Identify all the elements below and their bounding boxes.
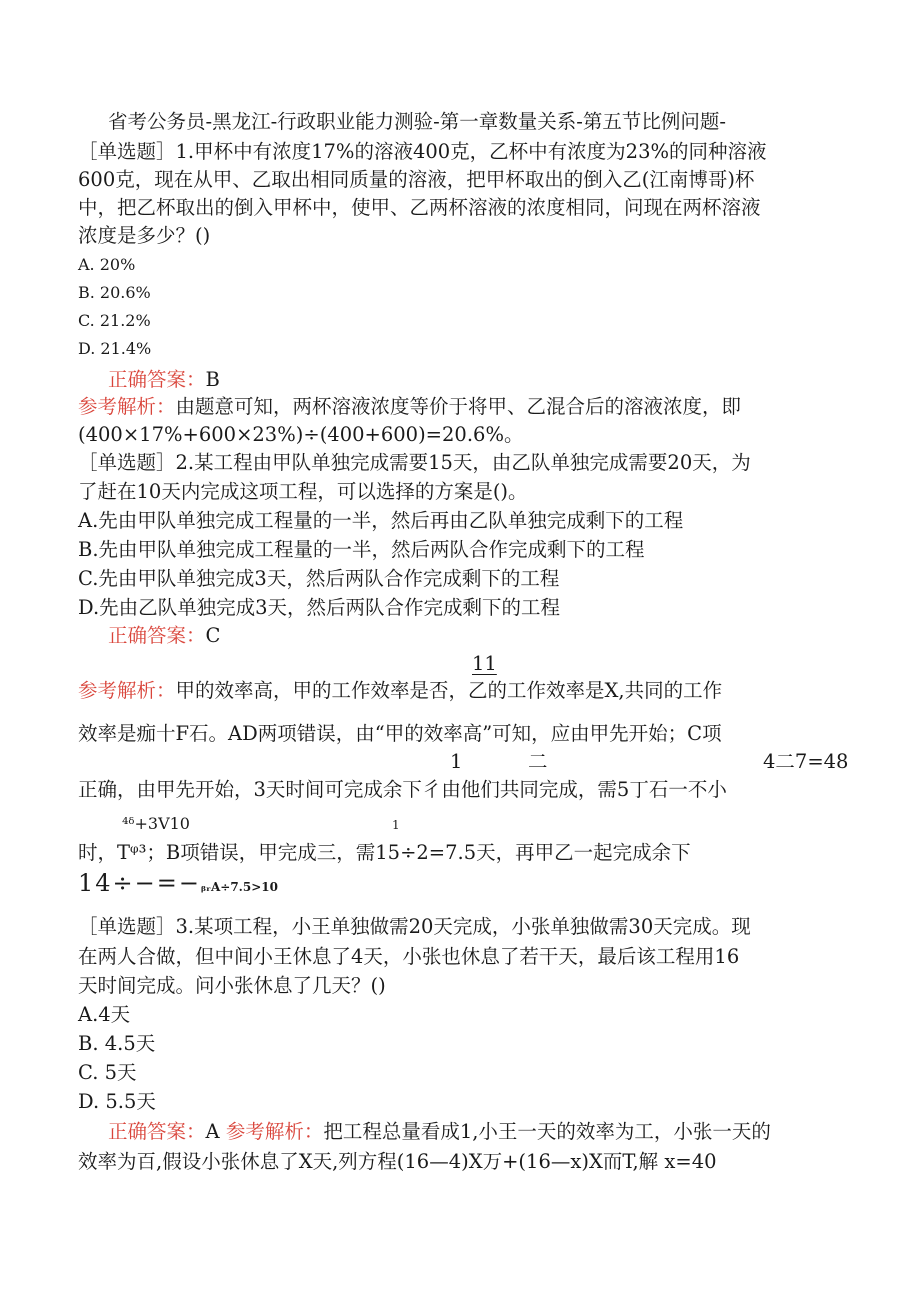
analysis-text: 把工程总量看成1,小王一天的效率为工，小张一天的 [323, 1120, 771, 1143]
option-a: A.4天 [78, 1003, 131, 1026]
option-b: B.先由甲队单独完成工程量的一半，然后两队合作完成剩下的工程 [78, 538, 645, 561]
analysis-label: 参考解析： [225, 1120, 324, 1143]
answer-label: 正确答案： [108, 624, 206, 647]
fraction-numerator: 11 [472, 652, 497, 675]
question-stem-line: 中，把乙杯取出的倒入甲杯中，使甲、乙两杯溶液的浓度相同，问现在两杯溶液 [78, 196, 761, 219]
formula-main: 14÷−=− [78, 869, 201, 897]
answer-value: B [205, 368, 220, 391]
formula-tail: ᵦᵣA÷7.5>10 [200, 880, 278, 894]
answer-line [108, 366, 220, 393]
question-stem-line: ［单选题］1.甲杯中有浓度17%的溶液400克，乙杯中有浓度为23%的同种溶液 [78, 140, 767, 163]
formula-fragment: 二 [528, 750, 548, 773]
option-a: A.先由甲队单独完成工程量的一半，然后再由乙队单独完成剩下的工程 [78, 509, 684, 532]
question-stem-line: 了赶在10天内完成这项工程，可以选择的方案是()。 [78, 480, 528, 503]
question-stem-line: 在两人合做，但中间小王休息了4天，小张也休息了若干天，最后该工程用16 [78, 945, 740, 968]
answer-value: A [205, 1120, 220, 1143]
analysis-text: 由题意可知，两杯溶液浓度等价于将甲、乙混合后的溶液浓度，即 [175, 395, 742, 418]
analysis-text: 甲的效率高，甲的工作效率是否，乙的工作效率是X,共同的工作 [175, 679, 723, 702]
option-a: A. 20% [78, 255, 136, 274]
option-d: D. 21.4% [78, 339, 152, 358]
question-stem-line: 天时间完成。问小张休息了几天？() [78, 974, 386, 997]
answer-line [108, 622, 220, 649]
question-stem-line: 600克，现在从甲、乙取出相同质量的溶液，把甲杯取出的倒入乙(江南博哥)杯 [78, 168, 755, 191]
formula-fragment: 1 [392, 818, 400, 832]
option-c: C. 5天 [78, 1061, 137, 1084]
question-stem-line: ［单选题］3.某项工程，小王单独做需20天完成，小张单独做需30天完成。现 [78, 915, 751, 938]
option-d: D.先由乙队单独完成3天，然后两队合作完成剩下的工程 [78, 596, 561, 619]
answer-line [108, 1118, 771, 1145]
formula-fragment: ⁴ᵟ+3V10 [122, 814, 190, 833]
formula-line [78, 870, 278, 901]
analysis-label: 参考解析： [78, 395, 176, 418]
option-c: C.先由甲队单独完成3天，然后两队合作完成剩下的工程 [78, 567, 560, 590]
analysis-text: (400×17%+600×23%)÷(400+600)=20.6%。 [78, 423, 524, 446]
analysis-text: 效率是痂十F石。AD两项错误，由“甲的效率高”可知，应由甲先开始；C项 [78, 722, 722, 745]
analysis-text: 时，Tᵠ³；B项错误，甲完成三，需15÷2=7.5天，再甲乙一起完成余下 [78, 841, 691, 864]
option-b: B. 20.6% [78, 283, 151, 302]
analysis-text: 正确，由甲先开始，3天时间可完成余下彳由他们共同完成，需5丁石一不小 [78, 778, 727, 801]
formula-fragment: 1 [450, 750, 463, 773]
question-stem-line: ［单选题］2.某工程由甲队单独完成需要15天，由乙队单独完成需要20天，为 [78, 451, 751, 474]
question-stem-line: 浓度是多少？() [78, 224, 211, 247]
answer-label: 正确答案： [108, 368, 206, 391]
option-d: D. 5.5天 [78, 1090, 156, 1113]
option-b: B. 4.5天 [78, 1032, 156, 1055]
answer-label: 正确答案： [108, 1120, 206, 1143]
analysis-label: 参考解析： [78, 679, 176, 702]
analysis-text: 效率为百,假设小张休息了X天,列方程(16—4)X万+(16—x)X而T,解 x=40 [78, 1150, 717, 1173]
answer-value: C [205, 624, 221, 647]
formula-fragment: 4二7=48 [763, 750, 849, 773]
analysis-line [78, 677, 722, 704]
analysis-line [78, 393, 741, 420]
page-title: 省考公务员-黑龙江-行政职业能力测验-第一章数量关系-第五节比例问题- [108, 110, 726, 133]
option-c: C. 21.2% [78, 311, 151, 330]
